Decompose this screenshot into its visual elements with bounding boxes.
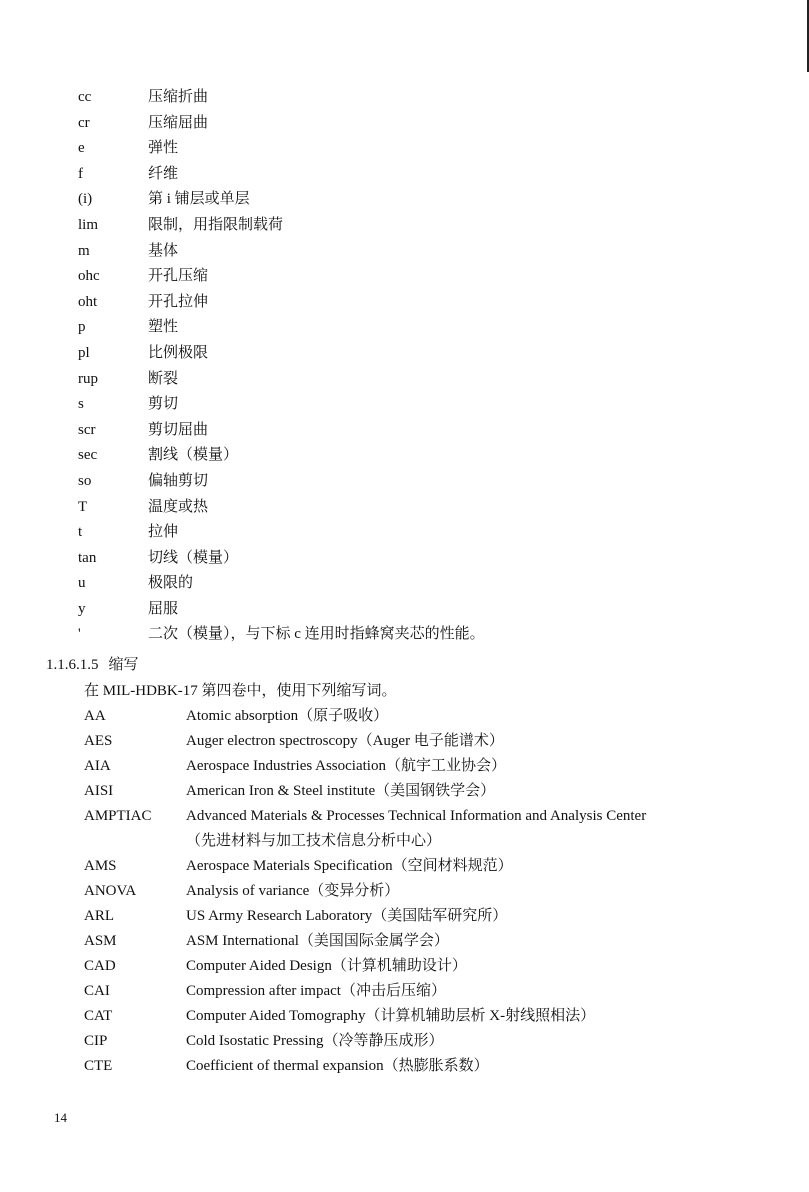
abbreviation-code: AMS bbox=[84, 858, 117, 874]
abbreviation-code: ARL bbox=[84, 908, 114, 924]
section-heading bbox=[46, 655, 139, 675]
symbol-description: 切线（模量） bbox=[148, 549, 239, 566]
symbol-description: 温度或热 bbox=[148, 498, 209, 515]
symbol-description: 压缩屈曲 bbox=[148, 114, 209, 131]
symbol-description: 压缩折曲 bbox=[148, 89, 209, 105]
abbreviation-definition: Cold Isostatic Pressing（冷等静压成形） bbox=[186, 1033, 444, 1049]
symbol-code: ohc bbox=[78, 268, 100, 285]
abbreviation-row bbox=[84, 905, 646, 930]
abbreviation-row bbox=[84, 805, 646, 855]
abbreviation-definition: Computer Aided Tomography（计算机辅助层析 X-射线照相法） bbox=[186, 1008, 596, 1024]
abbreviation-code: AMPTIAC bbox=[84, 808, 152, 824]
symbol-description: 二次（模量），与下标 c 连用时指蜂窝夹芯的性能。 bbox=[148, 626, 485, 643]
symbol-code: so bbox=[78, 472, 92, 489]
abbreviation-row bbox=[84, 1055, 646, 1080]
abbreviation-code: AES bbox=[84, 733, 113, 749]
symbol-code: sec bbox=[78, 447, 98, 464]
symbol-code: cc bbox=[78, 89, 92, 105]
abbreviation-row bbox=[84, 880, 646, 905]
abbreviation-code: AA bbox=[84, 708, 106, 724]
abbreviation-definition: Computer Aided Design（计算机辅助设计） bbox=[186, 958, 467, 974]
symbol-description: 纤维 bbox=[148, 165, 179, 182]
symbol-code: s bbox=[78, 396, 84, 413]
abbreviation-definition: Compression after impact（冲击后压缩） bbox=[186, 983, 446, 999]
symbol-code: t bbox=[78, 524, 83, 541]
symbol-description: 限制，用指限制载荷 bbox=[148, 216, 284, 233]
abbreviation-definition: American Iron & Steel institute（美国钢铁学会） bbox=[186, 783, 496, 799]
symbol-code: e bbox=[78, 140, 85, 157]
abbreviation-row bbox=[84, 955, 646, 980]
symbol-code: pl bbox=[78, 344, 90, 361]
abbreviation-code: CAD bbox=[84, 958, 116, 974]
symbol-code: cr bbox=[78, 114, 90, 131]
abbreviation-definition: Auger electron spectroscopy（Auger 电子能谱术） bbox=[186, 733, 504, 749]
abbreviation-definition: ASM International（美国国际金属学会） bbox=[186, 933, 449, 949]
symbol-description: 剪切 bbox=[148, 396, 179, 413]
symbol-description: 剪切屈曲 bbox=[148, 421, 209, 438]
page-number: 14 bbox=[54, 1110, 67, 1125]
symbol-code: y bbox=[78, 600, 86, 617]
symbol-code: rup bbox=[78, 370, 98, 387]
intro-paragraph: 在 MIL-HDBK-17 第四卷中，使用下列缩写词。 bbox=[84, 683, 397, 699]
symbol-description: 屈服 bbox=[148, 600, 179, 617]
abbreviation-definition: Analysis of variance（变异分析） bbox=[186, 883, 400, 899]
symbol-code: f bbox=[78, 165, 83, 182]
symbol-code: oht bbox=[78, 293, 98, 310]
abbreviation-code: CIP bbox=[84, 1033, 108, 1049]
abbreviation-code: CTE bbox=[84, 1058, 113, 1074]
abbreviation-row bbox=[84, 1005, 646, 1030]
abbreviation-row bbox=[84, 980, 646, 1005]
abbreviation-definition: Atomic absorption（原子吸收） bbox=[186, 708, 389, 724]
abbreviation-definition: Aerospace Materials Specification（空间材料规范） bbox=[186, 858, 513, 874]
abbreviation-definition-continued: （先进材料与加工技术信息分析中心） bbox=[186, 833, 442, 849]
symbol-code: tan bbox=[78, 549, 97, 566]
abbreviation-definition: Advanced Materials & Processes Technical Information and Analysis Center bbox=[186, 808, 647, 824]
symbol-description: 割线（模量） bbox=[148, 447, 239, 464]
symbol-code: ' bbox=[78, 626, 81, 643]
symbol-description: 断裂 bbox=[148, 370, 179, 387]
abbreviation-row bbox=[84, 855, 646, 880]
abbreviation-code: CAI bbox=[84, 983, 110, 999]
symbol-code: u bbox=[78, 575, 86, 592]
symbol-description: 拉伸 bbox=[148, 524, 179, 541]
abbreviation-definition: Aerospace Industries Association（航宇工业协会） bbox=[186, 758, 506, 774]
symbol-code: p bbox=[78, 319, 86, 336]
abbreviation-row bbox=[84, 755, 646, 780]
abbreviation-code: ANOVA bbox=[84, 883, 137, 899]
abbreviation-row bbox=[84, 930, 646, 955]
abbreviation-row bbox=[84, 1030, 646, 1055]
symbol-description: 塑性 bbox=[148, 319, 179, 336]
abbreviation-code: ASM bbox=[84, 933, 117, 949]
symbol-code: scr bbox=[78, 421, 96, 438]
symbol-description: 开孔拉伸 bbox=[148, 293, 209, 310]
abbreviation-code: AISI bbox=[84, 783, 114, 799]
symbol-description: 极限的 bbox=[148, 575, 194, 592]
abbreviation-row bbox=[84, 780, 646, 805]
abbreviation-row bbox=[84, 705, 646, 730]
symbol-description: 开孔压缩 bbox=[148, 268, 209, 285]
symbol-description: 弹性 bbox=[148, 140, 179, 157]
abbreviation-row bbox=[84, 730, 646, 755]
symbol-code: (i) bbox=[78, 191, 93, 208]
symbol-description: 偏轴剪切 bbox=[148, 472, 209, 489]
symbol-description: 比例极限 bbox=[148, 344, 209, 361]
symbol-code: m bbox=[78, 242, 90, 259]
abbreviation-list bbox=[84, 705, 646, 1080]
abbreviation-definition: US Army Research Laboratory（美国陆军研究所） bbox=[186, 908, 508, 924]
symbol-code: lim bbox=[78, 216, 99, 233]
abbreviation-definition: Coefficient of thermal expansion（热膨胀系数） bbox=[186, 1058, 489, 1074]
section-title: 缩写 bbox=[108, 657, 139, 673]
symbol-description: 第 i 铺层或单层 bbox=[148, 191, 250, 208]
symbol-description: 基体 bbox=[148, 242, 179, 259]
abbreviation-code: AIA bbox=[84, 758, 111, 774]
section-number: 1.1.6.1.5 bbox=[46, 657, 99, 673]
abbreviation-code: CAT bbox=[84, 1008, 113, 1024]
symbol-code: T bbox=[78, 498, 88, 515]
